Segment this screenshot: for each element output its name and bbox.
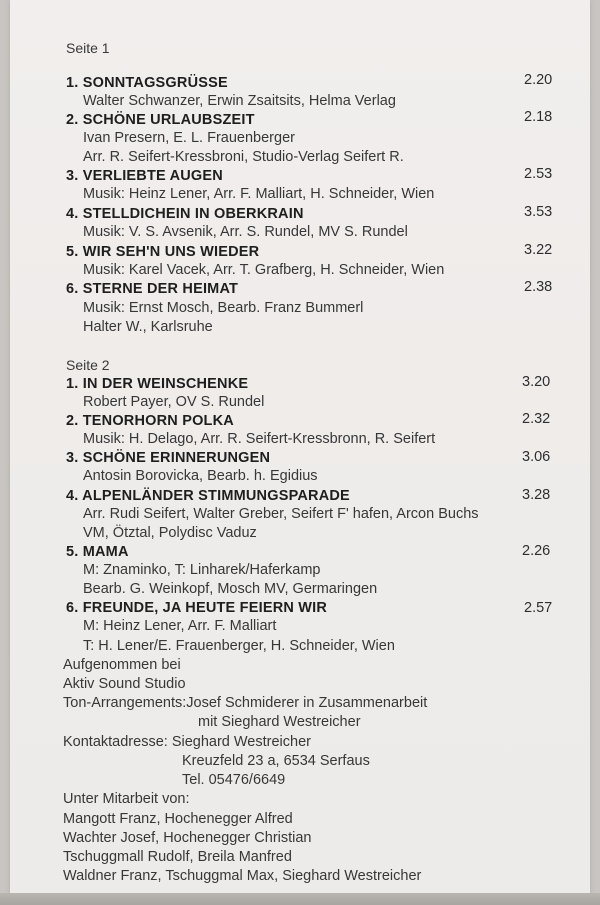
side-2-track-1-duration: 3.20	[522, 374, 551, 390]
side-2-track-2-duration: 2.32	[522, 411, 551, 427]
side-2-track-4-title: 4. ALPENLÄNDER STIMMUNGSPARADE	[66, 488, 350, 504]
recorded-at-label: Aufgenommen bei	[63, 657, 181, 673]
side-2-track-5-credit: M: Znaminko, T: Linharek/Haferkamp	[83, 562, 321, 578]
side-1-track-6-credit: Musik: Ernst Mosch, Bearb. Franz Bummerl	[83, 300, 364, 316]
side-1-track-3-duration: 2.53	[524, 166, 553, 182]
side-2-track-3-title: 3. SCHÖNE ERINNERUNGEN	[66, 450, 271, 466]
side-1-track-2-title: 2. SCHÖNE URLAUBSZEIT	[66, 112, 255, 128]
side-2-track-2-title: 2. TENORHORN POLKA	[66, 413, 234, 429]
side-2-track-2-credit: Musik: H. Delago, Arr. R. Seifert-Kressbronn, R. Seifert	[83, 431, 436, 447]
collaborator-line: Tschuggmall Rudolf, Breila Manfred	[63, 849, 292, 865]
side-1-track-1-duration: 2.20	[524, 72, 553, 88]
collaborator-line: Mangott Franz, Hochenegger Alfred	[63, 811, 293, 827]
side-2-track-3-credit: Antosin Borovicka, Bearb. h. Egidius	[83, 468, 318, 484]
side-2-track-6-credit: M: Heinz Lener, Arr. F. Malliart	[83, 618, 277, 634]
side-1-track-4-title: 4. STELLDICHEIN IN OBERKRAIN	[66, 206, 304, 222]
side-1-track-2-credit: Arr. R. Seifert-Kressbroni, Studio-Verlag Seifert R.	[83, 149, 404, 165]
side-2-track-6-credit: T: H. Lener/E. Frauenberger, H. Schneider, Wien	[83, 638, 395, 654]
side-2-track-5-credit: Bearb. G. Weinkopf, Mosch MV, Germaringen	[83, 581, 378, 597]
side-2-track-6-title: 6. FREUNDE, JA HEUTE FEIERN WIR	[66, 600, 328, 616]
contact-address-line: Kontaktadresse: Sieghard Westreicher	[63, 734, 311, 750]
side-1-track-6-title: 6. STERNE DER HEIMAT	[66, 281, 239, 297]
side-1-track-1-credit: Walter Schwanzer, Erwin Zsaitsits, Helma Verlag	[83, 93, 396, 109]
side-2-track-4-credit: Arr. Rudi Seifert, Walter Greber, Seifert F' hafen, Arcon Buchs	[83, 506, 479, 522]
side-1-track-2-duration: 2.18	[524, 109, 553, 125]
side-1-track-2-credit: Ivan Presern, E. L. Frauenberger	[83, 130, 295, 146]
side-2-track-3-duration: 3.06	[522, 449, 551, 465]
collaborator-line: Wachter Josef, Hochenegger Christian	[63, 830, 312, 846]
arrangements-line: Ton-Arrangements:Josef Schmiderer in Zusammenarbeit	[63, 695, 428, 711]
side-2-track-5-duration: 2.26	[522, 543, 551, 559]
collaboration-label: Unter Mitarbeit von:	[63, 791, 190, 807]
side-1-track-1-title: 1. SONNTAGSGRÜSSE	[66, 75, 228, 91]
side-1-track-5-title: 5. WIR SEH'N UNS WIEDER	[66, 244, 260, 260]
collaborator-line: Waldner Franz, Tschuggmal Max, Sieghard Westreicher	[63, 868, 422, 884]
contact-address-line: Kreuzfeld 23 a, 6534 Serfaus	[182, 753, 370, 769]
side-1-heading: Seite 1	[66, 40, 110, 56]
side-2-track-1-title: 1. IN DER WEINSCHENKE	[66, 376, 249, 392]
side-1-track-5-duration: 3.22	[524, 242, 553, 258]
contact-phone: Tel. 05476/6649	[182, 772, 286, 788]
side-2-track-4-credit: VM, Ötztal, Polydisc Vaduz	[83, 525, 257, 541]
side-1-track-6-duration: 2.38	[524, 279, 553, 295]
side-2-track-6-duration: 2.57	[524, 600, 553, 616]
surface-below-card	[0, 893, 600, 905]
side-2-track-1-credit: Robert Payer, OV S. Rundel	[83, 394, 265, 410]
side-2-track-5-title: 5. MAMA	[66, 544, 129, 560]
studio-name: Aktiv Sound Studio	[63, 676, 186, 692]
side-1-track-6-credit: Halter W., Karlsruhe	[83, 319, 213, 335]
side-2-heading: Seite 2	[66, 357, 110, 373]
cassette-inlay-card	[10, 0, 590, 895]
side-1-track-4-duration: 3.53	[524, 204, 553, 220]
side-2-track-4-duration: 3.28	[522, 487, 551, 503]
arrangements-line: mit Sieghard Westreicher	[198, 714, 361, 730]
side-1-track-5-credit: Musik: Karel Vacek, Arr. T. Grafberg, H. Schneider, Wien	[83, 262, 445, 278]
side-1-track-4-credit: Musik: V. S. Avsenik, Arr. S. Rundel, MV S. Rundel	[83, 224, 408, 240]
side-1-track-3-credit: Musik: Heinz Lener, Arr. F. Malliart, H. Schneider, Wien	[83, 186, 435, 202]
side-1-track-3-title: 3. VERLIEBTE AUGEN	[66, 168, 223, 184]
